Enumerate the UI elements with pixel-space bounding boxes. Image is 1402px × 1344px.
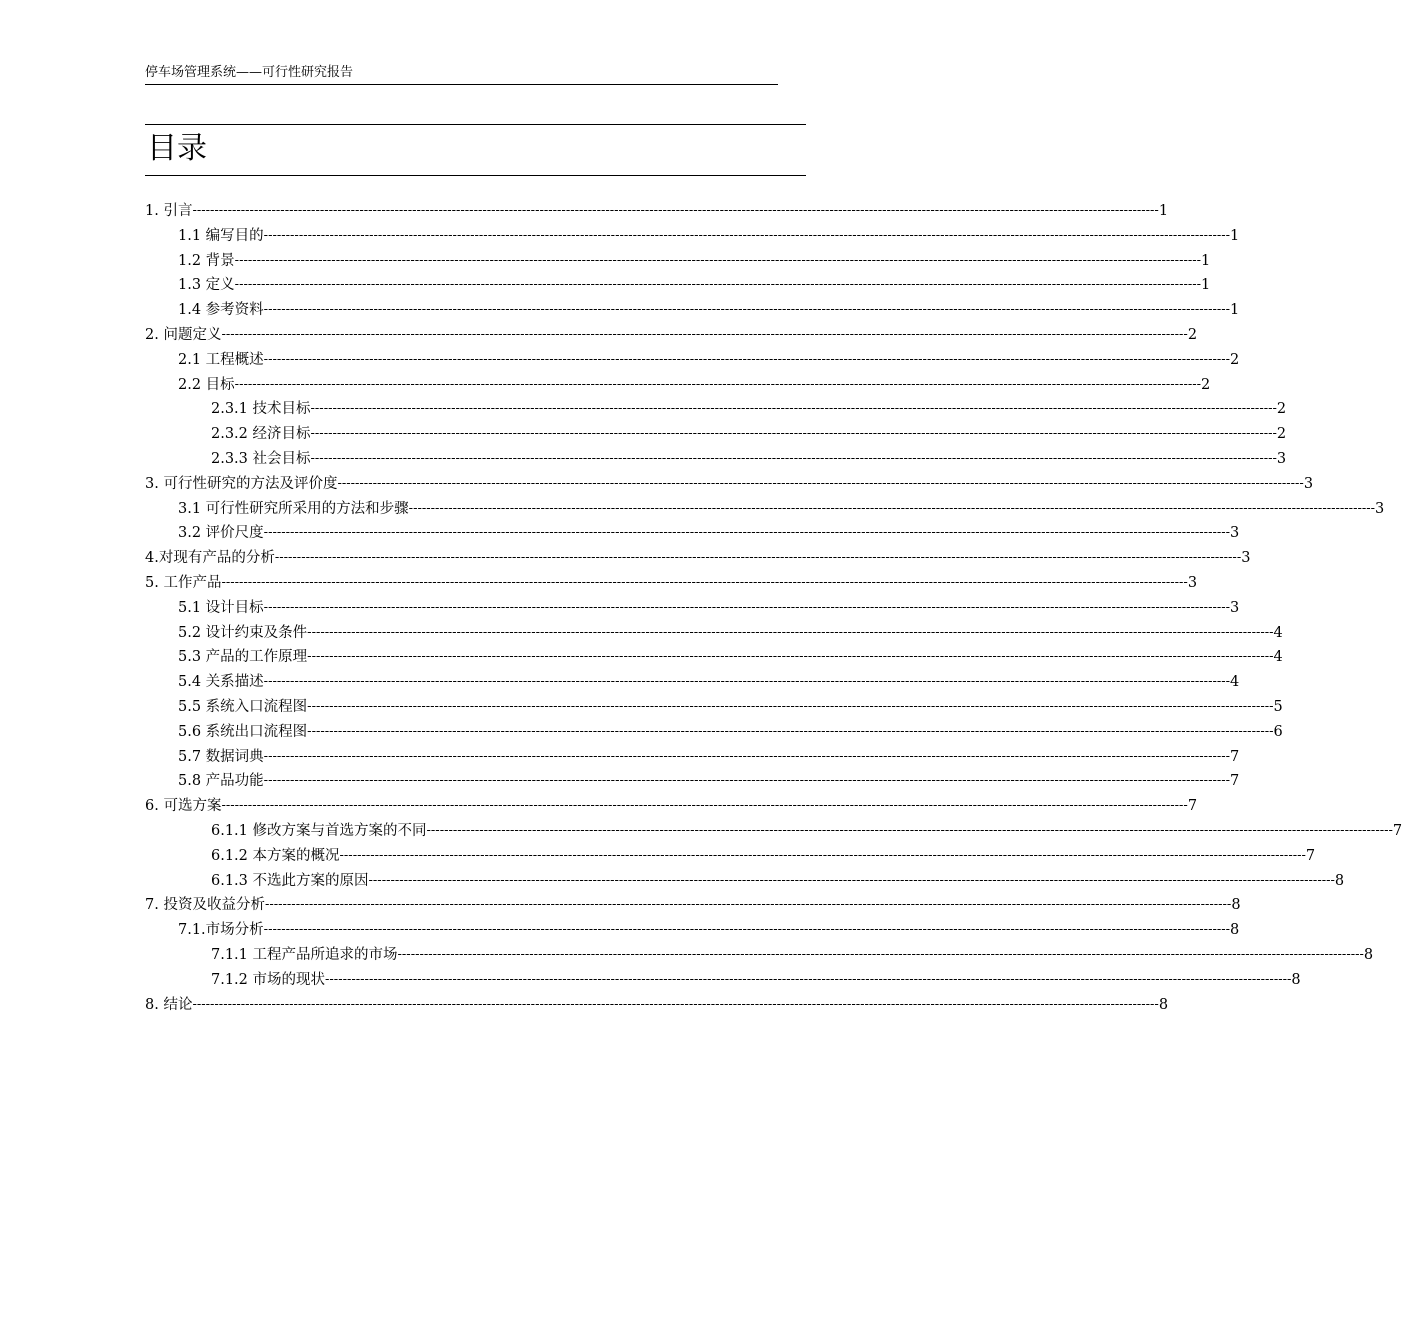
page-header xyxy=(145,64,778,85)
toc-entry[interactable] xyxy=(178,498,1385,520)
toc-entry[interactable] xyxy=(178,374,1211,396)
toc-leader-dashes: ---------------------------------------------------------------------------------------------------------------------------------------------------------------------------------------------------------------------------- xyxy=(263,748,1231,764)
toc-entry-page-number: 1 xyxy=(1201,277,1211,294)
toc-entry-label: 5.4 关系描述 xyxy=(178,674,264,691)
toc-entry[interactable] xyxy=(145,894,1241,916)
toc-entry-label: 2.1 工程概述 xyxy=(178,351,264,368)
toc-entry-label: 3.1 可行性研究所采用的方法和步骤 xyxy=(178,500,409,517)
toc-leader-dashes: ---------------------------------------------------------------------------------------------------------------------------------------------------------------------------------------------------------------------------- xyxy=(325,971,1292,987)
toc-entry-label: 1.4 参考资料 xyxy=(178,302,264,319)
toc-entry[interactable] xyxy=(178,721,1283,743)
toc-leader-dashes: ---------------------------------------------------------------------------------------------------------------------------------------------------------------------------------------------------------------------------- xyxy=(263,674,1231,690)
toc-entry-label: 6.1.3 不选此方案的原因 xyxy=(211,872,369,889)
toc-entry-page-number: 7 xyxy=(1230,773,1240,790)
toc-entry-page-number: 4 xyxy=(1230,674,1240,691)
toc-leader-dashes: ---------------------------------------------------------------------------------------------------------------------------------------------------------------------------------------------------------------------------- xyxy=(234,376,1202,392)
toc-leader-dashes: ---------------------------------------------------------------------------------------------------------------------------------------------------------------------------------------------------------------------------- xyxy=(263,922,1231,938)
toc-entry-label: 3.2 评价尺度 xyxy=(178,525,264,542)
toc-leader-dashes: ---------------------------------------------------------------------------------------------------------------------------------------------------------------------------------------------------------------------------- xyxy=(368,872,1335,888)
toc-entry-label: 5.6 系统出口流程图 xyxy=(178,723,308,740)
toc-entry-label: 5.7 数据词典 xyxy=(178,748,264,765)
toc-entry[interactable] xyxy=(178,770,1240,792)
toc-entry[interactable] xyxy=(178,696,1283,718)
toc-entry-page-number: 3 xyxy=(1303,475,1314,492)
toc-entry[interactable] xyxy=(178,299,1240,321)
toc-entry[interactable] xyxy=(211,820,1402,842)
toc-entry-label: 5.8 产品功能 xyxy=(178,773,264,790)
toc-leader-dashes: ---------------------------------------------------------------------------------------------------------------------------------------------------------------------------------------------------------------------------- xyxy=(274,550,1242,566)
toc-leader-dashes: ---------------------------------------------------------------------------------------------------------------------------------------------------------------------------------------------------------------------------- xyxy=(192,203,1159,218)
toc-entry[interactable] xyxy=(145,547,1251,569)
toc-leader-dashes: ---------------------------------------------------------------------------------------------------------------------------------------------------------------------------------------------------------------------------- xyxy=(310,401,1277,417)
toc-title: 目录 xyxy=(147,131,207,166)
toc-entry[interactable] xyxy=(211,944,1374,966)
toc-entry[interactable] xyxy=(178,746,1240,768)
toc-leader-dashes: ---------------------------------------------------------------------------------------------------------------------------------------------------------------------------------------------------------------------------- xyxy=(426,823,1393,838)
toc-leader-dashes: ---------------------------------------------------------------------------------------------------------------------------------------------------------------------------------------------------------------------------- xyxy=(408,500,1376,516)
toc-entry-label: 2.3.2 经济目标 xyxy=(211,426,311,443)
toc-entry-page-number: 4 xyxy=(1273,624,1283,641)
toc-entry-page-number: 3 xyxy=(1241,550,1251,567)
toc-leader-dashes: ---------------------------------------------------------------------------------------------------------------------------------------------------------------------------------------------------------------------------- xyxy=(310,451,1277,466)
toc-entry[interactable] xyxy=(145,324,1198,346)
toc-entry[interactable] xyxy=(211,969,1301,991)
toc-entry-label: 7.1.2 市场的现状 xyxy=(211,971,326,988)
toc-entry[interactable] xyxy=(211,423,1287,445)
toc-entry-label: 7.1.市场分析 xyxy=(178,922,264,939)
toc-entry[interactable] xyxy=(145,200,1169,222)
toc-entry-label: 5.2 设计约束及条件 xyxy=(178,624,308,641)
toc-leader-dashes: ---------------------------------------------------------------------------------------------------------------------------------------------------------------------------------------------------------------------------- xyxy=(221,575,1188,590)
toc-entry-page-number: 8 xyxy=(1158,996,1169,1013)
toc-entry[interactable] xyxy=(211,845,1316,867)
toc-entry-label: 7.1.1 工程产品所追求的市场 xyxy=(211,947,398,963)
toc-entry[interactable] xyxy=(178,671,1240,693)
toc-entry[interactable] xyxy=(145,572,1198,594)
toc-entry[interactable] xyxy=(178,274,1211,296)
toc-leader-dashes: ---------------------------------------------------------------------------------------------------------------------------------------------------------------------------------------------------------------------------- xyxy=(310,426,1277,442)
toc-entry[interactable] xyxy=(178,349,1240,371)
toc-leader-dashes: ---------------------------------------------------------------------------------------------------------------------------------------------------------------------------------------------------------------------------- xyxy=(234,252,1202,268)
toc-entry-page-number: 8 xyxy=(1334,872,1345,889)
toc-entry[interactable] xyxy=(211,398,1287,420)
toc-leader-dashes: ---------------------------------------------------------------------------------------------------------------------------------------------------------------------------------------------------------------------------- xyxy=(307,649,1274,665)
toc-entry-page-number: 2 xyxy=(1276,401,1287,418)
toc-entry-page-number: 2 xyxy=(1276,426,1287,443)
toc-entry-page-number: 3 xyxy=(1230,525,1240,542)
toc-entry-page-number: 5 xyxy=(1273,699,1283,715)
toc-entry-page-number: 3 xyxy=(1187,575,1198,591)
toc-entry-label: 2. 问题定义 xyxy=(145,327,222,343)
toc-entry-label: 1. 引言 xyxy=(145,203,193,219)
toc-entry-label: 5.3 产品的工作原理 xyxy=(178,649,308,666)
toc-entry-label: 2.3.3 社会目标 xyxy=(211,451,311,467)
toc-leader-dashes: ---------------------------------------------------------------------------------------------------------------------------------------------------------------------------------------------------------------------------- xyxy=(307,699,1274,714)
toc-leader-dashes: ---------------------------------------------------------------------------------------------------------------------------------------------------------------------------------------------------------------------------- xyxy=(307,723,1274,739)
toc-leader-dashes: ---------------------------------------------------------------------------------------------------------------------------------------------------------------------------------------------------------------------------- xyxy=(263,227,1231,243)
toc-entry-page-number: 1 xyxy=(1230,302,1240,319)
toc-entry-page-number: 1 xyxy=(1158,203,1169,219)
toc-leader-dashes: ---------------------------------------------------------------------------------------------------------------------------------------------------------------------------------------------------------------------------- xyxy=(192,996,1159,1012)
toc-entry-label: 3. 可行性研究的方法及评价度 xyxy=(145,475,338,492)
toc-entry-label: 7. 投资及收益分析 xyxy=(145,897,265,914)
toc-leader-dashes: ---------------------------------------------------------------------------------------------------------------------------------------------------------------------------------------------------------------------------- xyxy=(397,947,1364,962)
toc-entry-page-number: 7 xyxy=(1305,847,1316,864)
toc-title-block xyxy=(145,124,806,176)
toc-entry-label: 1.3 定义 xyxy=(178,277,235,294)
toc-entry-label: 5. 工作产品 xyxy=(145,575,222,591)
toc-entry[interactable] xyxy=(211,448,1287,470)
toc-entry-label: 5.1 设计目标 xyxy=(178,599,264,616)
toc-entry-page-number: 8 xyxy=(1230,922,1240,939)
toc-entry-page-number: 2 xyxy=(1187,327,1198,343)
toc-entry-label: 6. 可选方案 xyxy=(145,798,222,815)
toc-entry[interactable] xyxy=(211,870,1345,892)
toc-entry[interactable] xyxy=(178,522,1240,544)
toc-entry-page-number: 2 xyxy=(1230,351,1240,368)
toc-entry-label: 1.1 编写目的 xyxy=(178,227,264,244)
toc-entry-page-number: 4 xyxy=(1273,649,1283,666)
toc-leader-dashes: ---------------------------------------------------------------------------------------------------------------------------------------------------------------------------------------------------------------------------- xyxy=(337,475,1304,491)
toc-leader-dashes: ---------------------------------------------------------------------------------------------------------------------------------------------------------------------------------------------------------------------------- xyxy=(263,599,1231,615)
toc-leader-dashes: ---------------------------------------------------------------------------------------------------------------------------------------------------------------------------------------------------------------------------- xyxy=(221,798,1188,814)
toc-entry-page-number: 6 xyxy=(1273,723,1283,740)
toc-entry-page-number: 8 xyxy=(1363,947,1374,963)
toc-entry-label: 1.2 背景 xyxy=(178,252,235,269)
toc-entry-page-number: 8 xyxy=(1231,897,1241,914)
toc-entry-page-number: 1 xyxy=(1201,252,1211,269)
toc-leader-dashes: ---------------------------------------------------------------------------------------------------------------------------------------------------------------------------------------------------------------------------- xyxy=(264,897,1232,913)
toc-entry-page-number: 2 xyxy=(1201,376,1211,393)
toc-entry-page-number: 3 xyxy=(1230,599,1240,616)
toc-entry-page-number: 7 xyxy=(1230,748,1240,765)
toc-entry-label: 6.1.1 修改方案与首选方案的不同 xyxy=(211,823,427,839)
toc-entry[interactable] xyxy=(178,225,1240,247)
toc-entry-label: 4.对现有产品的分析 xyxy=(145,550,275,567)
toc-leader-dashes: ---------------------------------------------------------------------------------------------------------------------------------------------------------------------------------------------------------------------------- xyxy=(263,302,1231,318)
toc-entry-label: 2.3.1 技术目标 xyxy=(211,401,311,418)
toc-entry[interactable] xyxy=(178,646,1283,668)
toc-leader-dashes: ---------------------------------------------------------------------------------------------------------------------------------------------------------------------------------------------------------------------------- xyxy=(221,327,1188,342)
toc-leader-dashes: ---------------------------------------------------------------------------------------------------------------------------------------------------------------------------------------------------------------------------- xyxy=(339,847,1306,863)
toc-entry[interactable] xyxy=(178,250,1211,272)
toc-entry[interactable] xyxy=(145,473,1314,495)
toc-entry-page-number: 1 xyxy=(1230,227,1240,244)
toc-leader-dashes: ---------------------------------------------------------------------------------------------------------------------------------------------------------------------------------------------------------------------------- xyxy=(307,624,1274,640)
toc-leader-dashes: ---------------------------------------------------------------------------------------------------------------------------------------------------------------------------------------------------------------------------- xyxy=(234,277,1202,293)
toc-leader-dashes: ---------------------------------------------------------------------------------------------------------------------------------------------------------------------------------------------------------------------------- xyxy=(263,351,1231,367)
toc-entry[interactable] xyxy=(145,994,1169,1016)
toc-entry[interactable] xyxy=(178,597,1240,619)
toc-entry-label: 6.1.2 本方案的概况 xyxy=(211,847,340,864)
toc-entry-label: 8. 结论 xyxy=(145,996,193,1013)
toc-entry[interactable] xyxy=(145,795,1198,817)
toc-entry-page-number: 7 xyxy=(1392,823,1402,839)
document-header-title: 停车场管理系统——可行性研究报告 xyxy=(145,65,354,80)
toc-leader-dashes: ---------------------------------------------------------------------------------------------------------------------------------------------------------------------------------------------------------------------------- xyxy=(263,773,1231,789)
toc-leader-dashes: ---------------------------------------------------------------------------------------------------------------------------------------------------------------------------------------------------------------------------- xyxy=(263,525,1231,541)
toc-entry[interactable] xyxy=(178,919,1240,941)
toc-entry-page-number: 8 xyxy=(1291,971,1301,988)
toc-entry-page-number: 3 xyxy=(1375,500,1385,517)
toc-entry[interactable] xyxy=(178,622,1283,644)
toc-entry-label: 5.5 系统入口流程图 xyxy=(178,699,308,715)
toc-entry-page-number: 7 xyxy=(1187,798,1198,815)
toc-entry-label: 2.2 目标 xyxy=(178,376,235,393)
toc-entry-page-number: 3 xyxy=(1276,451,1287,467)
